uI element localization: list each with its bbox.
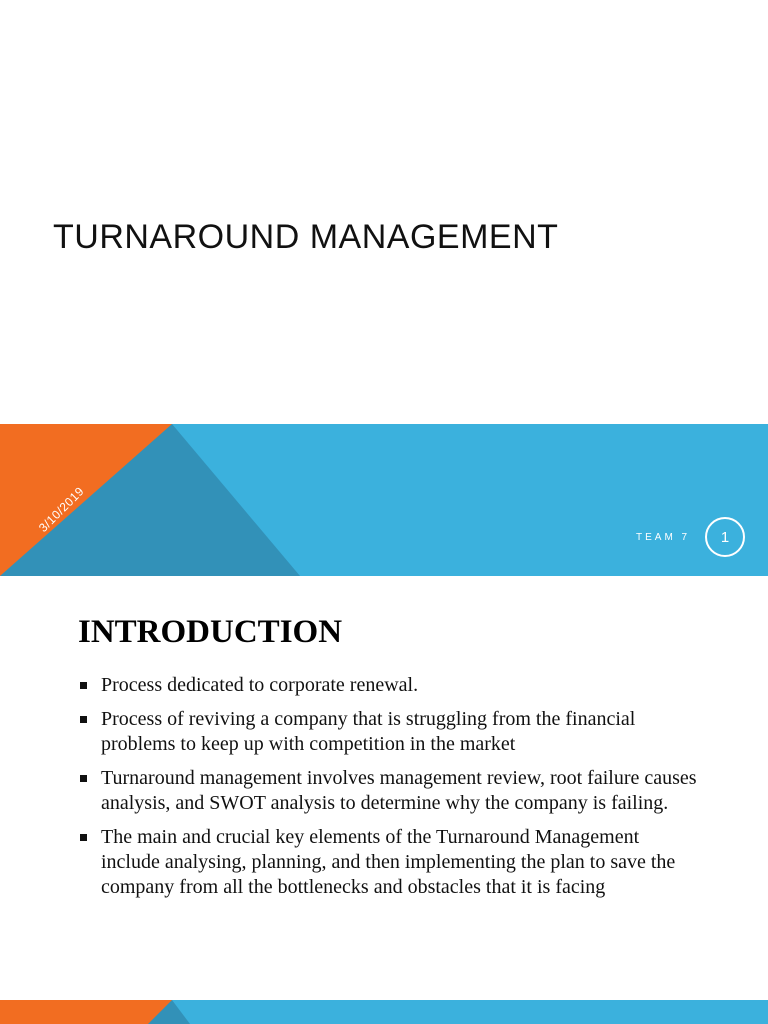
bullet-text: The main and crucial key elements of the Turnaround Management include analysing, planning, and then implementing the plan to save the company from all the bottlenecks and obstacles that it is facing	[101, 826, 676, 898]
bottom-band-orange	[0, 1000, 172, 1024]
list-item	[78, 707, 698, 757]
page-number-badge	[705, 517, 745, 557]
bullet-text: Turnaround management involves management review, root failure causes analysis, and SWOT analysis to determine why the company is failing.	[101, 767, 697, 814]
square-bullet-icon	[80, 775, 87, 782]
list-item	[78, 673, 698, 698]
bullet-text: Process of reviving a company that is struggling from the financial problems to keep up with competition in the market	[101, 708, 636, 755]
square-bullet-icon	[80, 682, 87, 689]
bullet-list	[78, 673, 698, 909]
slide-heading: INTRODUCTION	[78, 614, 343, 650]
page-number: 1	[720, 528, 730, 546]
square-bullet-icon	[80, 716, 87, 723]
square-bullet-icon	[80, 834, 87, 841]
bullet-text: Process dedicated to corporate renewal.	[101, 674, 419, 696]
bottom-band-graphic	[0, 1000, 768, 1024]
introduction-slide	[0, 576, 768, 1024]
slide-date: 3/10/2019	[36, 484, 87, 535]
footer-band	[0, 424, 768, 576]
footer-team: TEAM 7	[636, 532, 691, 543]
footer-band-graphic	[0, 424, 768, 576]
list-item	[78, 766, 698, 816]
slide-title: TURNAROUND MANAGEMENT	[53, 218, 559, 256]
bottom-band	[0, 1000, 768, 1024]
list-item	[78, 825, 698, 900]
